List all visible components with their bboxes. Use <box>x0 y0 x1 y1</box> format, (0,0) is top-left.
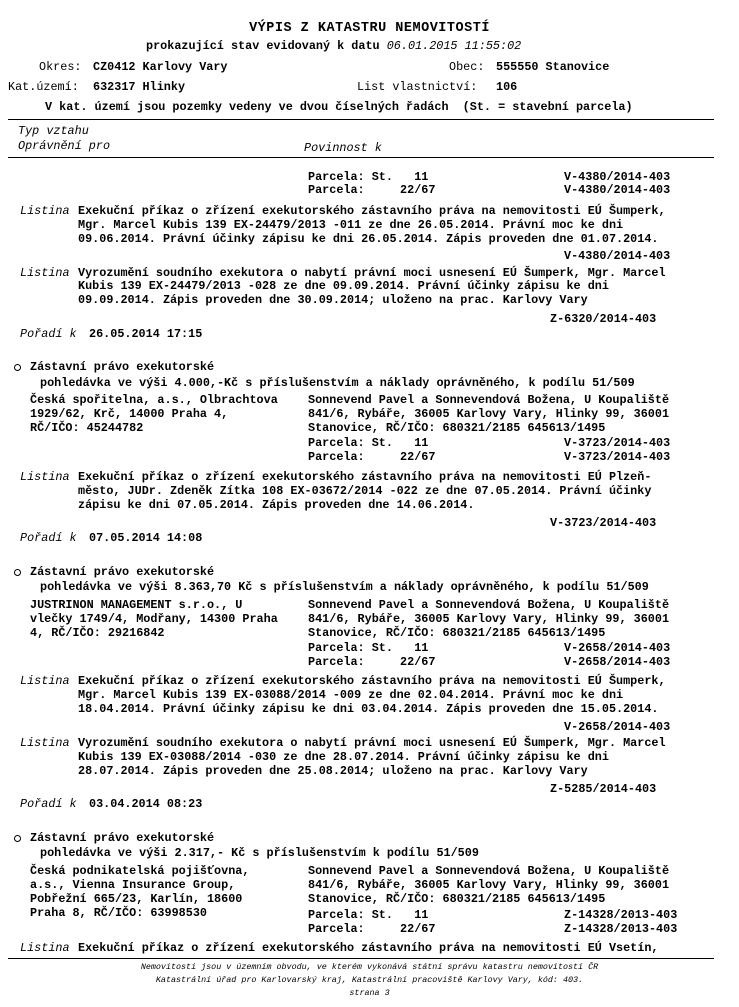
listina-label: Listina <box>20 204 70 218</box>
poradi-label: Pořadí k <box>20 531 77 545</box>
listina-text: 28.07.2014. Zápis proveden dne 25.08.2014; uloženo na prac. Karlovy Vary <box>78 764 588 778</box>
debtor-line: 841/6, Rybáře, 36005 Karlovy Vary, Hlinky 99, 36001 <box>308 612 670 626</box>
creditor-line: JUSTRINON MANAGEMENT s.r.o., U <box>30 598 243 612</box>
parcel-line: Parcela: St. 11 <box>308 641 429 655</box>
listina-label: Listina <box>20 941 70 955</box>
listina-ref: Z-6320/2014-403 <box>550 312 657 326</box>
listina-text: 18.04.2014. Právní účinky zápisu ke dni 03.04.2014. Zápis proveden dne 15.05.2014. <box>78 702 659 716</box>
debtor-line: 841/6, Rybáře, 36005 Karlovy Vary, Hlinky 99, 36001 <box>308 878 670 892</box>
parcel-line: Parcela: 22/67 <box>308 183 436 197</box>
bullet-icon <box>14 364 21 371</box>
listina-ref: V-2658/2014-403 <box>564 720 671 734</box>
listina-label: Listina <box>20 736 70 750</box>
okres-value: CZ0412 Karlovy Vary <box>93 60 228 74</box>
listina-ref: V-4380/2014-403 <box>564 249 671 263</box>
listina-label: Listina <box>20 674 70 688</box>
okres-label: Okres: <box>39 60 82 74</box>
parcel-ref: V-3723/2014-403 <box>564 450 671 464</box>
parcel-ref: Z-14328/2013-403 <box>564 922 678 936</box>
listina-text: Exekuční příkaz o zřízení exekutorského zástavního práva na nemovitosti EÚ Šumperk, <box>78 674 666 688</box>
obec-label: Obec: <box>449 60 485 74</box>
listina-text: zápisu ke dni 07.05.2014. Zápis proveden dne 14.06.2014. <box>78 498 475 512</box>
entry-heading: Zástavní právo exekutorské <box>30 565 215 579</box>
parcel-ref: V-4380/2014-403 <box>564 170 671 184</box>
poradi-value: 07.05.2014 14:08 <box>89 531 203 545</box>
document-title: VÝPIS Z KATASTRU NEMOVITOSTÍ <box>249 21 490 36</box>
parcel-ref: V-2658/2014-403 <box>564 655 671 669</box>
entry-heading: Zástavní právo exekutorské <box>30 360 215 374</box>
parcel-ref: V-2658/2014-403 <box>564 641 671 655</box>
claim-line: pohledávka ve výši 8.363,70 Kč s příslušenstvím a náklady oprávněného, k podílu 51/509 <box>40 580 649 594</box>
poradi-label: Pořadí k <box>20 327 77 341</box>
parcel-ref: V-3723/2014-403 <box>564 436 671 450</box>
bullet-icon <box>14 835 21 842</box>
debtor-line: Sonnevend Pavel a Sonnevendová Božena, U Koupaliště <box>308 393 670 407</box>
parcel-line: Parcela: St. 11 <box>308 908 429 922</box>
parcel-ref: Z-14328/2013-403 <box>564 908 678 922</box>
listina-text: Vyrozumění soudního exekutora o nabytí právní moci usnesení EÚ Šumperk, Mgr. Marcel <box>78 266 666 280</box>
listina-text: Kubis 139 EX-24479/2013 -028 ze dne 09.09.2014. Právní účinky zápisu ke dni <box>78 279 609 293</box>
footer-line-2: Katastrální úřad pro Karlovarský kraj, Katastrální pracoviště Karlovy Vary, kód: 403. <box>155 975 584 985</box>
listina-label: Listina <box>20 266 70 280</box>
obec-value: 555550 Stanovice <box>496 60 610 74</box>
parcel-line: Parcela: 22/67 <box>308 922 436 936</box>
claim-line: pohledávka ve výši 4.000,-Kč s příslušenstvím a náklady oprávněného, k podílu 51/509 <box>40 376 635 390</box>
lv-label: List vlastnictví: <box>357 80 478 94</box>
parcel-line: Parcela: 22/67 <box>308 450 436 464</box>
lv-value: 106 <box>496 80 518 94</box>
page-number: strana 3 <box>349 988 390 998</box>
bullet-icon <box>14 569 21 576</box>
col-typ-vztahu: Typ vztahu <box>18 124 89 138</box>
poradi-label: Pořadí k <box>20 797 77 811</box>
divider-columns <box>8 157 714 158</box>
footer-line-1: Nemovitosti jsou v územním obvodu, ve kterém vykonává státní správu katastru nemovitostí ČR <box>140 962 599 972</box>
listina-text: 09.06.2014. Právní účinky zápisu ke dni 26.05.2014. Zápis proveden dne 01.07.2014. <box>78 232 659 246</box>
creditor-line: a.s., Vienna Insurance Group, <box>30 878 236 892</box>
parcel-line: Parcela: St. 11 <box>308 436 429 450</box>
creditor-line: Česká podnikatelská pojišťovna, <box>30 864 250 878</box>
creditor-line: Praha 8, RČ/IČO: 63998530 <box>30 906 207 920</box>
listina-ref: Z-5285/2014-403 <box>550 782 657 796</box>
listina-text: Exekuční příkaz o zřízení exekutorského zástavního práva na nemovitosti EÚ Vsetín, <box>78 941 659 955</box>
creditor-line: 4, RČ/IČO: 29216842 <box>30 626 165 640</box>
debtor-line: Stanovice, RČ/IČO: 680321/2185 645613/1495 <box>308 626 606 640</box>
subtitle-label: prokazující stav evidovaný k datu <box>146 39 380 53</box>
listina-ref: V-3723/2014-403 <box>550 516 657 530</box>
debtor-line: Stanovice, RČ/IČO: 680321/2185 645613/1495 <box>308 421 606 435</box>
entry-heading: Zástavní právo exekutorské <box>30 831 215 845</box>
subtitle-row <box>146 40 521 53</box>
poradi-value: 03.04.2014 08:23 <box>89 797 203 811</box>
debtor-line: Stanovice, RČ/IČO: 680321/2185 645613/1495 <box>308 892 606 906</box>
listina-text: město, JUDr. Zdeněk Zítka 108 EX-03672/2014 -022 ze dne 07.05.2014. Právní účinky <box>78 484 652 498</box>
listina-text: Mgr. Marcel Kubis 139 EX-03088/2014 -009 ze dne 02.04.2014. Právní moc ke dni <box>78 688 624 702</box>
claim-line: pohledávka ve výši 2.317,- Kč s příslušenstvím k podílu 51/509 <box>40 846 479 860</box>
creditor-line: Česká spořitelna, a.s., Olbrachtova <box>30 393 278 407</box>
debtor-line: Sonnevend Pavel a Sonnevendová Božena, U Koupaliště <box>308 598 670 612</box>
parcel-line: Parcela: 22/67 <box>308 655 436 669</box>
creditor-line: Pobřežní 665/23, Karlín, 18600 <box>30 892 243 906</box>
col-opravneni-pro: Oprávnění pro <box>18 139 111 153</box>
subtitle-date: 06.01.2015 11:55:02 <box>386 39 522 53</box>
listina-text: Kubis 139 EX-03088/2014 -030 ze dne 28.07.2014. Právní účinky zápisu ke dni <box>78 750 609 764</box>
parcel-series-note: V kat. území jsou pozemky vedeny ve dvou číselných řadách (St. = stavební parcela) <box>45 100 633 114</box>
col-povinnost-k: Povinnost k <box>304 141 382 155</box>
poradi-value: 26.05.2014 17:15 <box>89 327 203 341</box>
divider-top <box>8 119 714 120</box>
listina-text: Vyrozumění soudního exekutora o nabytí právní moci usnesení EÚ Šumperk, Mgr. Marcel <box>78 736 666 750</box>
katuzemi-value: 632317 Hlinky <box>93 80 186 94</box>
parcel-line: Parcela: St. 11 <box>308 170 429 184</box>
listina-label: Listina <box>20 470 70 484</box>
debtor-line: 841/6, Rybáře, 36005 Karlovy Vary, Hlinky 99, 36001 <box>308 407 670 421</box>
creditor-line: RČ/IČO: 45244782 <box>30 421 144 435</box>
listina-text: 09.09.2014. Zápis proveden dne 30.09.2014; uloženo na prac. Karlovy Vary <box>78 293 588 307</box>
debtor-line: Sonnevend Pavel a Sonnevendová Božena, U Koupaliště <box>308 864 670 878</box>
creditor-line: vlečky 1749/4, Modřany, 14300 Praha <box>30 612 278 626</box>
parcel-ref: V-4380/2014-403 <box>564 183 671 197</box>
divider-footer <box>8 958 714 959</box>
listina-text: Exekuční příkaz o zřízení exekutorského zástavního práva na nemovitosti EÚ Plzeň- <box>78 470 652 484</box>
creditor-line: 1929/62, Krč, 14000 Praha 4, <box>30 407 229 421</box>
listina-text: Exekuční příkaz o zřízení exekutorského zástavního práva na nemovitosti EÚ Šumperk, <box>78 204 666 218</box>
listina-text: Mgr. Marcel Kubis 139 EX-24479/2013 -011 ze dne 26.05.2014. Právní moc ke dni <box>78 218 624 232</box>
katuzemi-label: Kat.území: <box>8 80 79 94</box>
